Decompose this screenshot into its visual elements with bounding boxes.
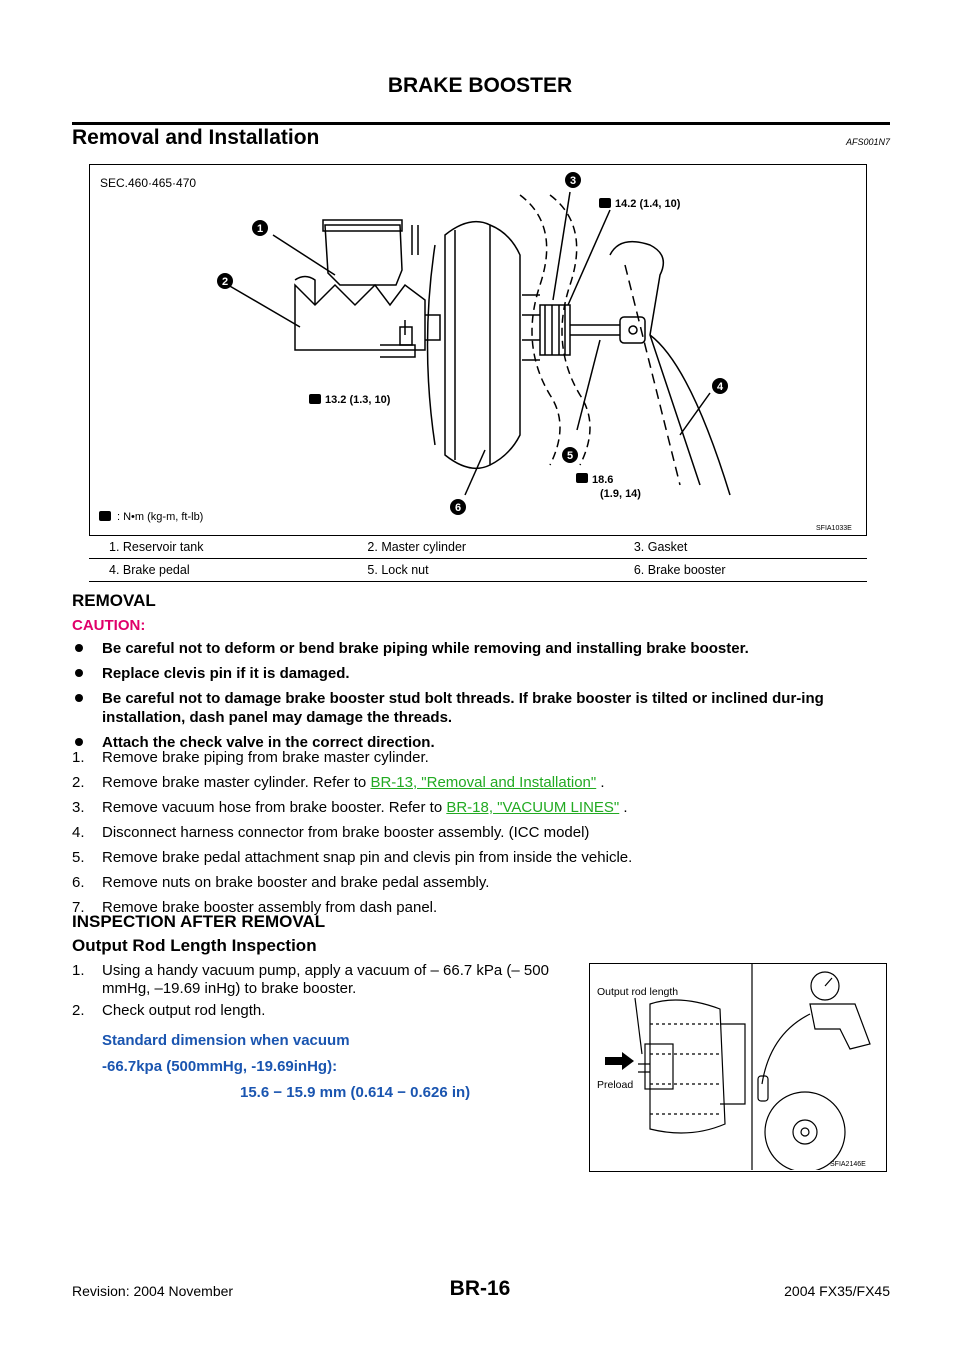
caption-cell: 1. Reservoir tank bbox=[89, 536, 347, 559]
figure-code: SFIA2146E bbox=[830, 1161, 866, 1168]
caption-cell: 6. Brake booster bbox=[614, 559, 867, 582]
label-preload: Preload bbox=[597, 1079, 634, 1091]
standard-line-1: Standard dimension when vacuum bbox=[102, 1032, 350, 1049]
standard-dimension bbox=[102, 1032, 572, 1110]
output-rod-diagram bbox=[589, 963, 887, 1172]
list-item: Be careful not to deform or bend brake piping while removing and installing brake booster. bbox=[72, 639, 892, 658]
torque-value-b: 13.2 (1.3, 10) bbox=[325, 394, 391, 406]
figure-caption-table bbox=[89, 536, 867, 582]
removal-steps bbox=[72, 742, 892, 917]
callout-1: 1 bbox=[256, 223, 264, 235]
torque-icon bbox=[599, 198, 611, 208]
list-item: 7. Remove brake booster assembly from dash panel. bbox=[72, 899, 438, 916]
caption-cell: 5. Lock nut bbox=[347, 559, 613, 582]
torque-icon bbox=[576, 473, 588, 483]
inspection-subheading: Output Rod Length Inspection bbox=[72, 936, 317, 955]
torque-legend: : N•m (kg-m, ft-lb) bbox=[117, 511, 204, 523]
table-row bbox=[89, 536, 867, 559]
torque-value-c-units: (1.9, 14) bbox=[600, 488, 641, 500]
list-item: 1. Remove brake piping from brake master cylinder. bbox=[72, 749, 429, 766]
brake-booster-diagram bbox=[89, 164, 867, 536]
table-row bbox=[89, 559, 867, 582]
section-title: Removal and Installation bbox=[72, 126, 320, 149]
caption-cell: 4. Brake pedal bbox=[89, 559, 347, 582]
list-item: Be careful not to damage brake booster stud bolt threads. If brake booster is tilted or inclined dur-ing installation, dash panel may damage the threads. bbox=[72, 689, 892, 727]
list-item: 2. Check output rod length. bbox=[72, 1002, 266, 1019]
arrow-right-icon bbox=[605, 1052, 634, 1070]
standard-value: 15.6 − 15.9 mm (0.614 − 0.626 in) bbox=[240, 1084, 471, 1101]
torque-value-a: 14.2 (1.4, 10) bbox=[615, 198, 681, 210]
inspection-heading: INSPECTION AFTER REMOVAL bbox=[72, 912, 326, 931]
link-br13[interactable]: BR-13, "Removal and Installation" bbox=[370, 774, 597, 791]
figure-code: SFIA1033E bbox=[816, 525, 852, 532]
footer-revision: Revision: 2004 November bbox=[72, 1283, 234, 1299]
list-item: 2. Remove brake master cylinder. Refer to BR-13, "Removal and Installation" . bbox=[72, 774, 605, 791]
caption-cell: 2. Master cylinder bbox=[347, 536, 613, 559]
label-output-rod-length: Output rod length bbox=[597, 986, 679, 998]
page-title: BRAKE BOOSTER bbox=[387, 74, 573, 97]
footer-page-number: BR-16 bbox=[449, 1277, 511, 1300]
list-item: 6. Remove nuts on brake booster and brake pedal assembly. bbox=[72, 874, 490, 891]
removal-heading: REMOVAL bbox=[72, 591, 156, 610]
torque-value-c: 18.6 bbox=[592, 474, 614, 486]
callout-6: 6 bbox=[454, 502, 462, 514]
torque-icon bbox=[99, 511, 111, 521]
callout-4: 4 bbox=[716, 381, 724, 393]
footer-model: 2004 FX35/FX45 bbox=[784, 1283, 890, 1299]
torque-icon bbox=[309, 394, 321, 404]
list-item: 3. Remove vacuum hose from brake booster. Refer to BR-18, "VACUUM LINES" . bbox=[72, 799, 628, 816]
list-item: Attach the check valve in the correct direction. bbox=[72, 733, 892, 752]
section-code: AFS001N7 bbox=[845, 137, 890, 147]
header-rule bbox=[72, 122, 890, 125]
link-br18[interactable]: BR-18, "VACUUM LINES" bbox=[446, 799, 620, 816]
list-item: Replace clevis pin if it is damaged. bbox=[72, 664, 892, 683]
callout-3: 3 bbox=[569, 175, 577, 187]
inspection-steps bbox=[72, 958, 592, 1020]
list-item: 4. Disconnect harness connector from brake booster assembly. (ICC model) bbox=[72, 824, 590, 841]
callout-5: 5 bbox=[566, 450, 574, 462]
standard-line-2: -66.7kpa (500mmHg, -19.69inHg): bbox=[102, 1058, 338, 1075]
callout-2: 2 bbox=[221, 276, 229, 288]
caution-label: CAUTION: bbox=[72, 617, 146, 634]
list-item: 5. Remove brake pedal attachment snap pin and clevis pin from inside the vehicle. bbox=[72, 849, 633, 866]
caution-list bbox=[72, 633, 892, 752]
section-ref: SEC.460·465·470 bbox=[100, 176, 197, 190]
caption-cell: 3. Gasket bbox=[614, 536, 867, 559]
list-item: 1. Using a handy vacuum pump, apply a vacuum of – 66.7 kPa (– 500 mmHg, –19.69 inHg) to brake booster. bbox=[72, 962, 549, 997]
